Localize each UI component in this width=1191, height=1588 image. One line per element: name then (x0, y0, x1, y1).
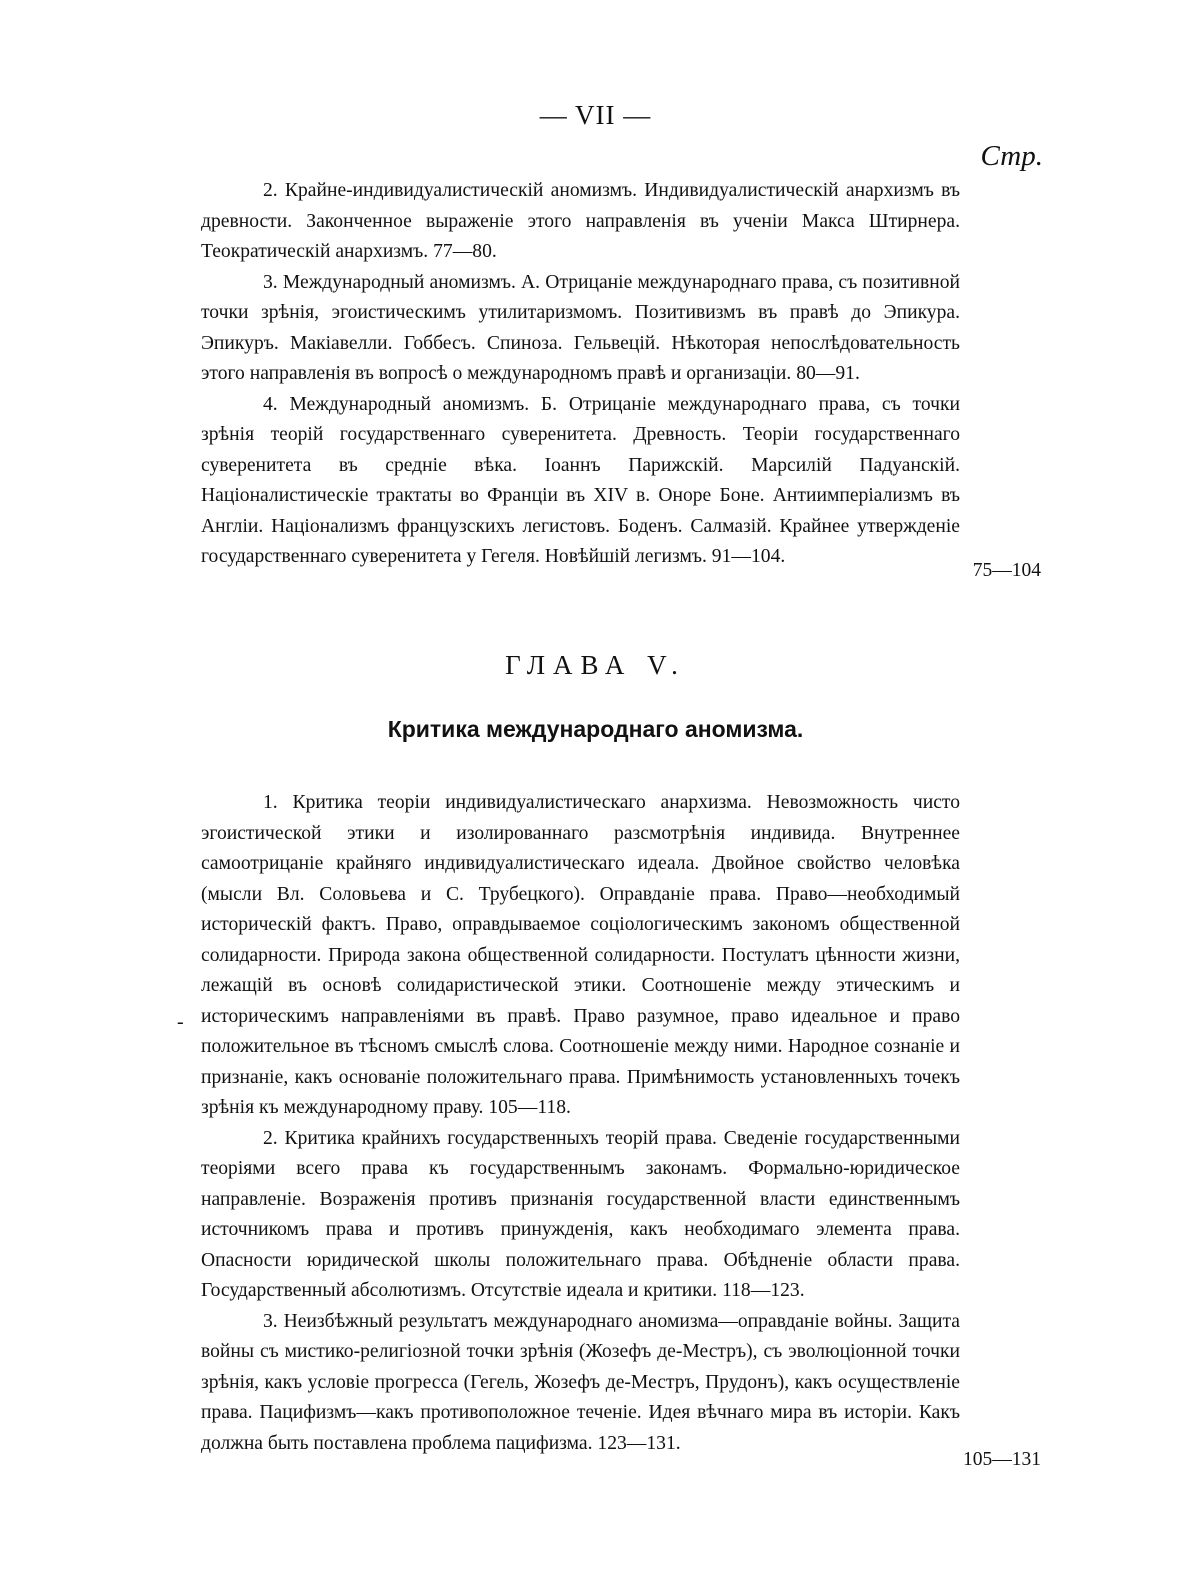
paragraph: 3. Международный аномизмъ. А. Отрицаніе международнаго права, съ позитивной точки зрѣнія, эгоистическимъ утилитаризмомъ. Позитивизмъ въ правѣ до Эпикура. Эпикуръ. Макіавелли. Гоббесъ. Спиноза. Гельвецій. Нѣкоторая непослѣдовательность этого направленія въ вопросѣ о международномъ правѣ и организаціи. 80—91. (201, 271, 960, 384)
paragraph: 4. Международный аномизмъ. Б. Отрицаніе международнаго права, съ точки зрѣнія теорій государственнаго суверенитета. Древность. Теоріи государственнаго суверенитета въ средніе вѣка. Іоаннъ Парижскій. Марсилій Падуанскій. Націоналистическіе трактаты во Франціи въ XIV в. Оноре Боне. Антиимперіализмъ въ Англіи. Націонализмъ французскихъ легистовъ. Боденъ. Салмазій. Крайнее утвержденіе государственнаго суверенитета у Гегеля. Новѣйшій легизмъ. 91—104. (201, 393, 960, 567)
paragraph: 2. Крайне-индивидуалистическій аномизмъ. Индивидуалистическій анархизмъ въ древности. Законченное выраженіе этого направленія въ ученіи Макса Штирнера. Теократическій анархизмъ. 77—80. (201, 180, 960, 262)
chapter-subtitle: Критика международнаго аномизма. (387, 716, 804, 742)
section-iv-block (201, 176, 960, 573)
paragraph: 1. Критика теоріи индивидуалистическаго анархизма. Невозможность чисто эгоистической этики и изолированнаго разсмотрѣнія индивида. Внутреннее самоотрицаніе крайняго индивидуалистическаго идеала. Двойное свойство человѣка (мысли Вл. Соловьева и С. Трубецкого). Оправданіе права. Право—необходимый историческій фактъ. Право, оправдываемое соціологическимъ закономъ общественной солидарности. Природа закона общественной солидарности. Постулатъ цѣнности жизни, лежащій въ основѣ солидаристической этики. Соотношеніе между этическимъ и историческимъ направленіями въ правѣ. Право разумное, право идеальное и право положительное въ тѣсномъ смыслѣ слова. Соотношеніе между ними. Народное сознаніе и признаніе, какъ основаніе положительнаго права. Примѣнимость установленныхъ точекъ зрѣнія къ международному праву. 105—118. (201, 792, 960, 1118)
chapter-title: ГЛАВА V. (505, 650, 686, 680)
page-folio: — VII — (539, 100, 652, 130)
paragraph: 2. Критика крайнихъ государственныхъ теорій права. Сведеніе государственными теоріями всего права къ государственнымъ законамъ. Формально-юридическое направленіе. Возраженія противъ признанія государственной власти единственнымъ источникомъ права и противъ принужденія, какъ необходимаго элемента права. Опасности юридической школы положительнаго права. Обѣдненіе области права. Государственный абсолютизмъ. Отсутствіе идеала и критики. 118—123. (201, 1127, 960, 1301)
chapter-v-page-range: 105—131 (963, 1449, 1041, 1470)
margin-mark: - (177, 1011, 184, 1033)
paragraph: 3. Неизбѣжный результатъ международнаго аномизма—оправданіе войны. Защита войны съ мистико-религіозной точки зрѣнія (Жозефъ де-Местръ), съ эволюціонной точки зрѣнія, какъ условіе прогресса (Гегель, Жозефъ де-Местръ, Прудонъ), какъ осуществленіе права. Пацифизмъ—какъ противоположное теченіе. Идея вѣчнаго мира въ исторіи. Какъ должна быть поставлена проблема пацифизма. 123—131. (201, 1310, 960, 1454)
page-column-label: Стр. (980, 140, 1043, 172)
chapter-v-block (201, 788, 960, 1459)
section-iv-page-range: 75—104 (972, 560, 1041, 581)
